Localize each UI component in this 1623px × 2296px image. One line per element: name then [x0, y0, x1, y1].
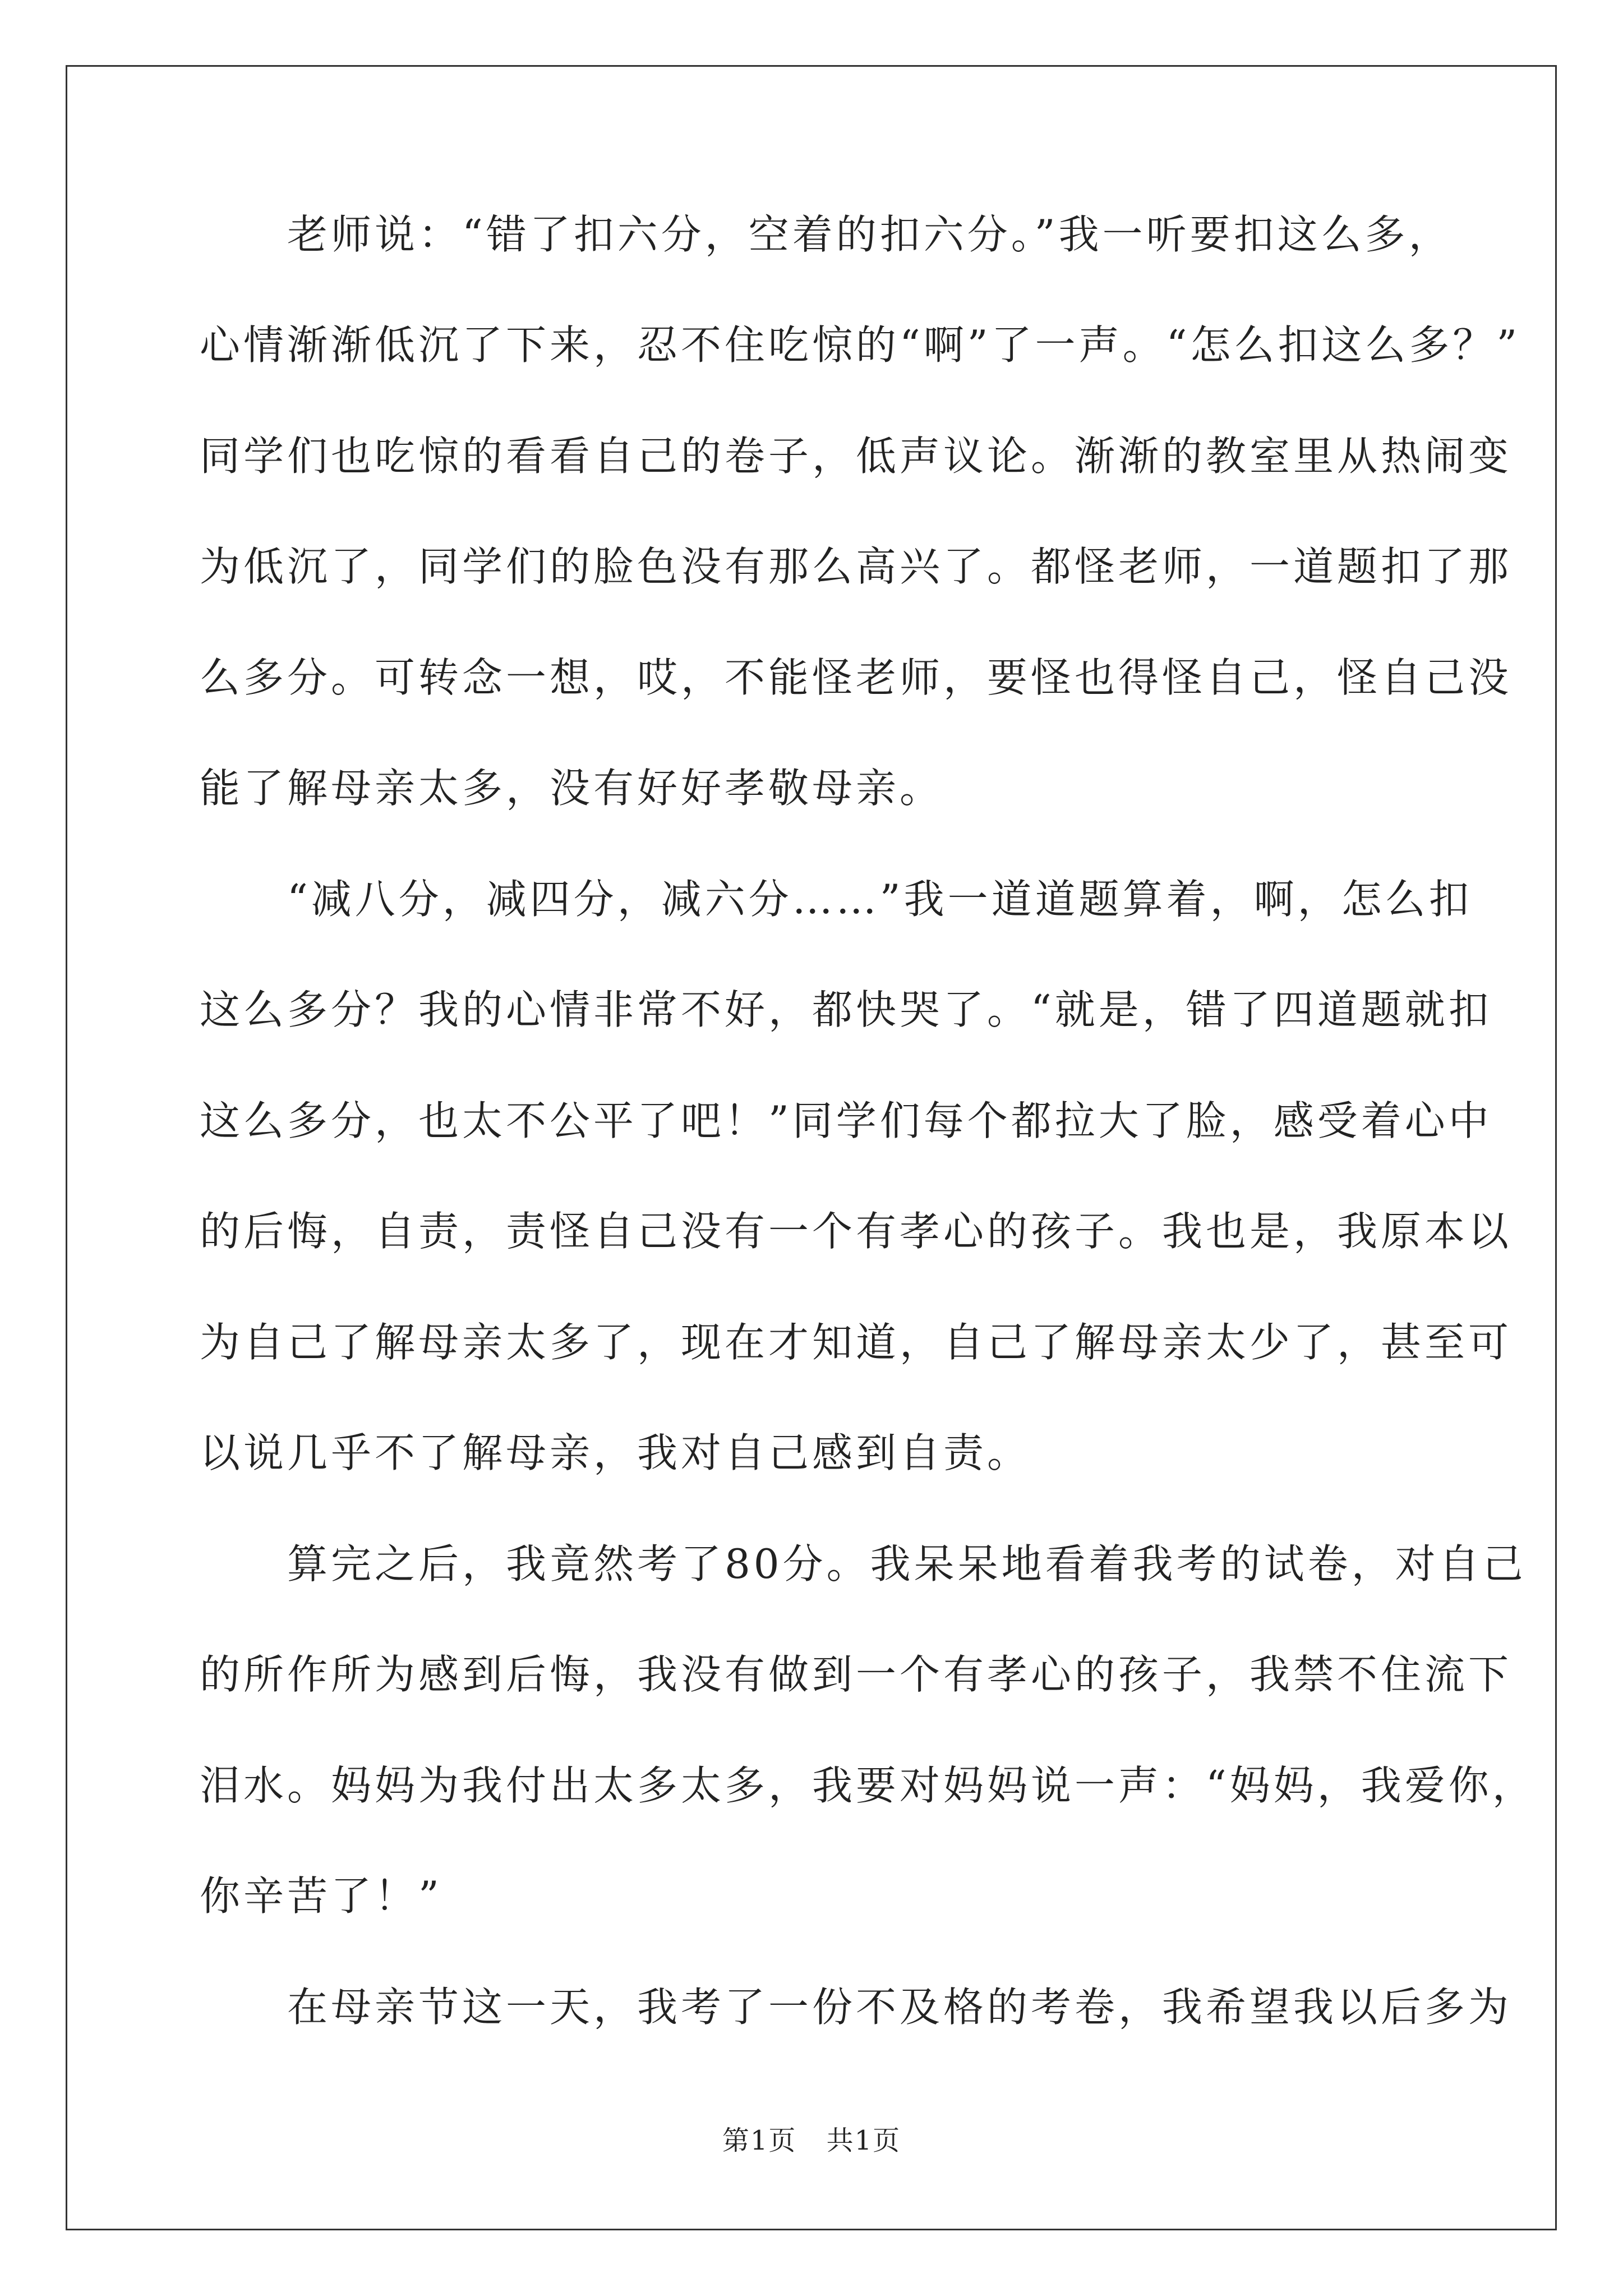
text-line: 老师说：“错了扣六分，空着的扣六分。”我一听要扣这么多，: [200, 211, 1453, 258]
text-line: 你辛苦了！”: [200, 1872, 442, 1920]
text-line: 同学们也吃惊的看看自己的卷子，低声议论。渐渐的教室里从热闹变: [200, 432, 1513, 480]
text-line: 么多分。可转念一想，哎，不能怪老师，要怪也得怪自己，怪自己没: [200, 654, 1513, 701]
text-line: 这么多分？我的心情非常不好，都快哭了。“就是，错了四道题就扣: [200, 986, 1492, 1033]
text-line: 能了解母亲太多，没有好好孝敬母亲。: [200, 765, 944, 812]
text-line: “减八分，减四分，减六分……”我一道道题算着，啊，怎么扣: [200, 876, 1473, 923]
text-line: 的所作所为感到后悔，我没有做到一个有孝心的孩子，我禁不住流下: [200, 1651, 1513, 1698]
text-line: 在母亲节这一天，我考了一份不及格的考卷，我希望我以后多为: [200, 1984, 1513, 2031]
text-line: 心情渐渐低沉了下来，忍不住吃惊的“啊”了一声。“怎么扣这么多？”: [200, 321, 1521, 369]
text-line: 这么多分，也太不公平了吧！”同学们每个都拉大了脸，感受着心中: [200, 1097, 1492, 1144]
text-line: 为低沉了，同学们的脸色没有那么高兴了。都怪老师，一道题扣了那: [200, 543, 1513, 590]
page-number: 第1页: [722, 2125, 797, 2156]
text-line: 的后悔，自责，责怪自己没有一个有孝心的孩子。我也是，我原本以: [200, 1208, 1513, 1255]
text-line: 为自己了解母亲太多了，现在才知道，自己了解母亲太少了，甚至可: [200, 1319, 1513, 1366]
text-line: 以说几乎不了解母亲，我对自己感到自责。: [200, 1429, 1031, 1476]
text-line: 泪水。妈妈为我付出太多太多，我要对妈妈说一声：“妈妈，我爱你，: [200, 1762, 1536, 1809]
page-footer: [0, 2124, 1623, 2157]
page-total: 共1页: [826, 2125, 901, 2156]
text-line: 算完之后，我竟然考了80分。我呆呆地看着我考的试卷，对自己: [200, 1540, 1527, 1588]
